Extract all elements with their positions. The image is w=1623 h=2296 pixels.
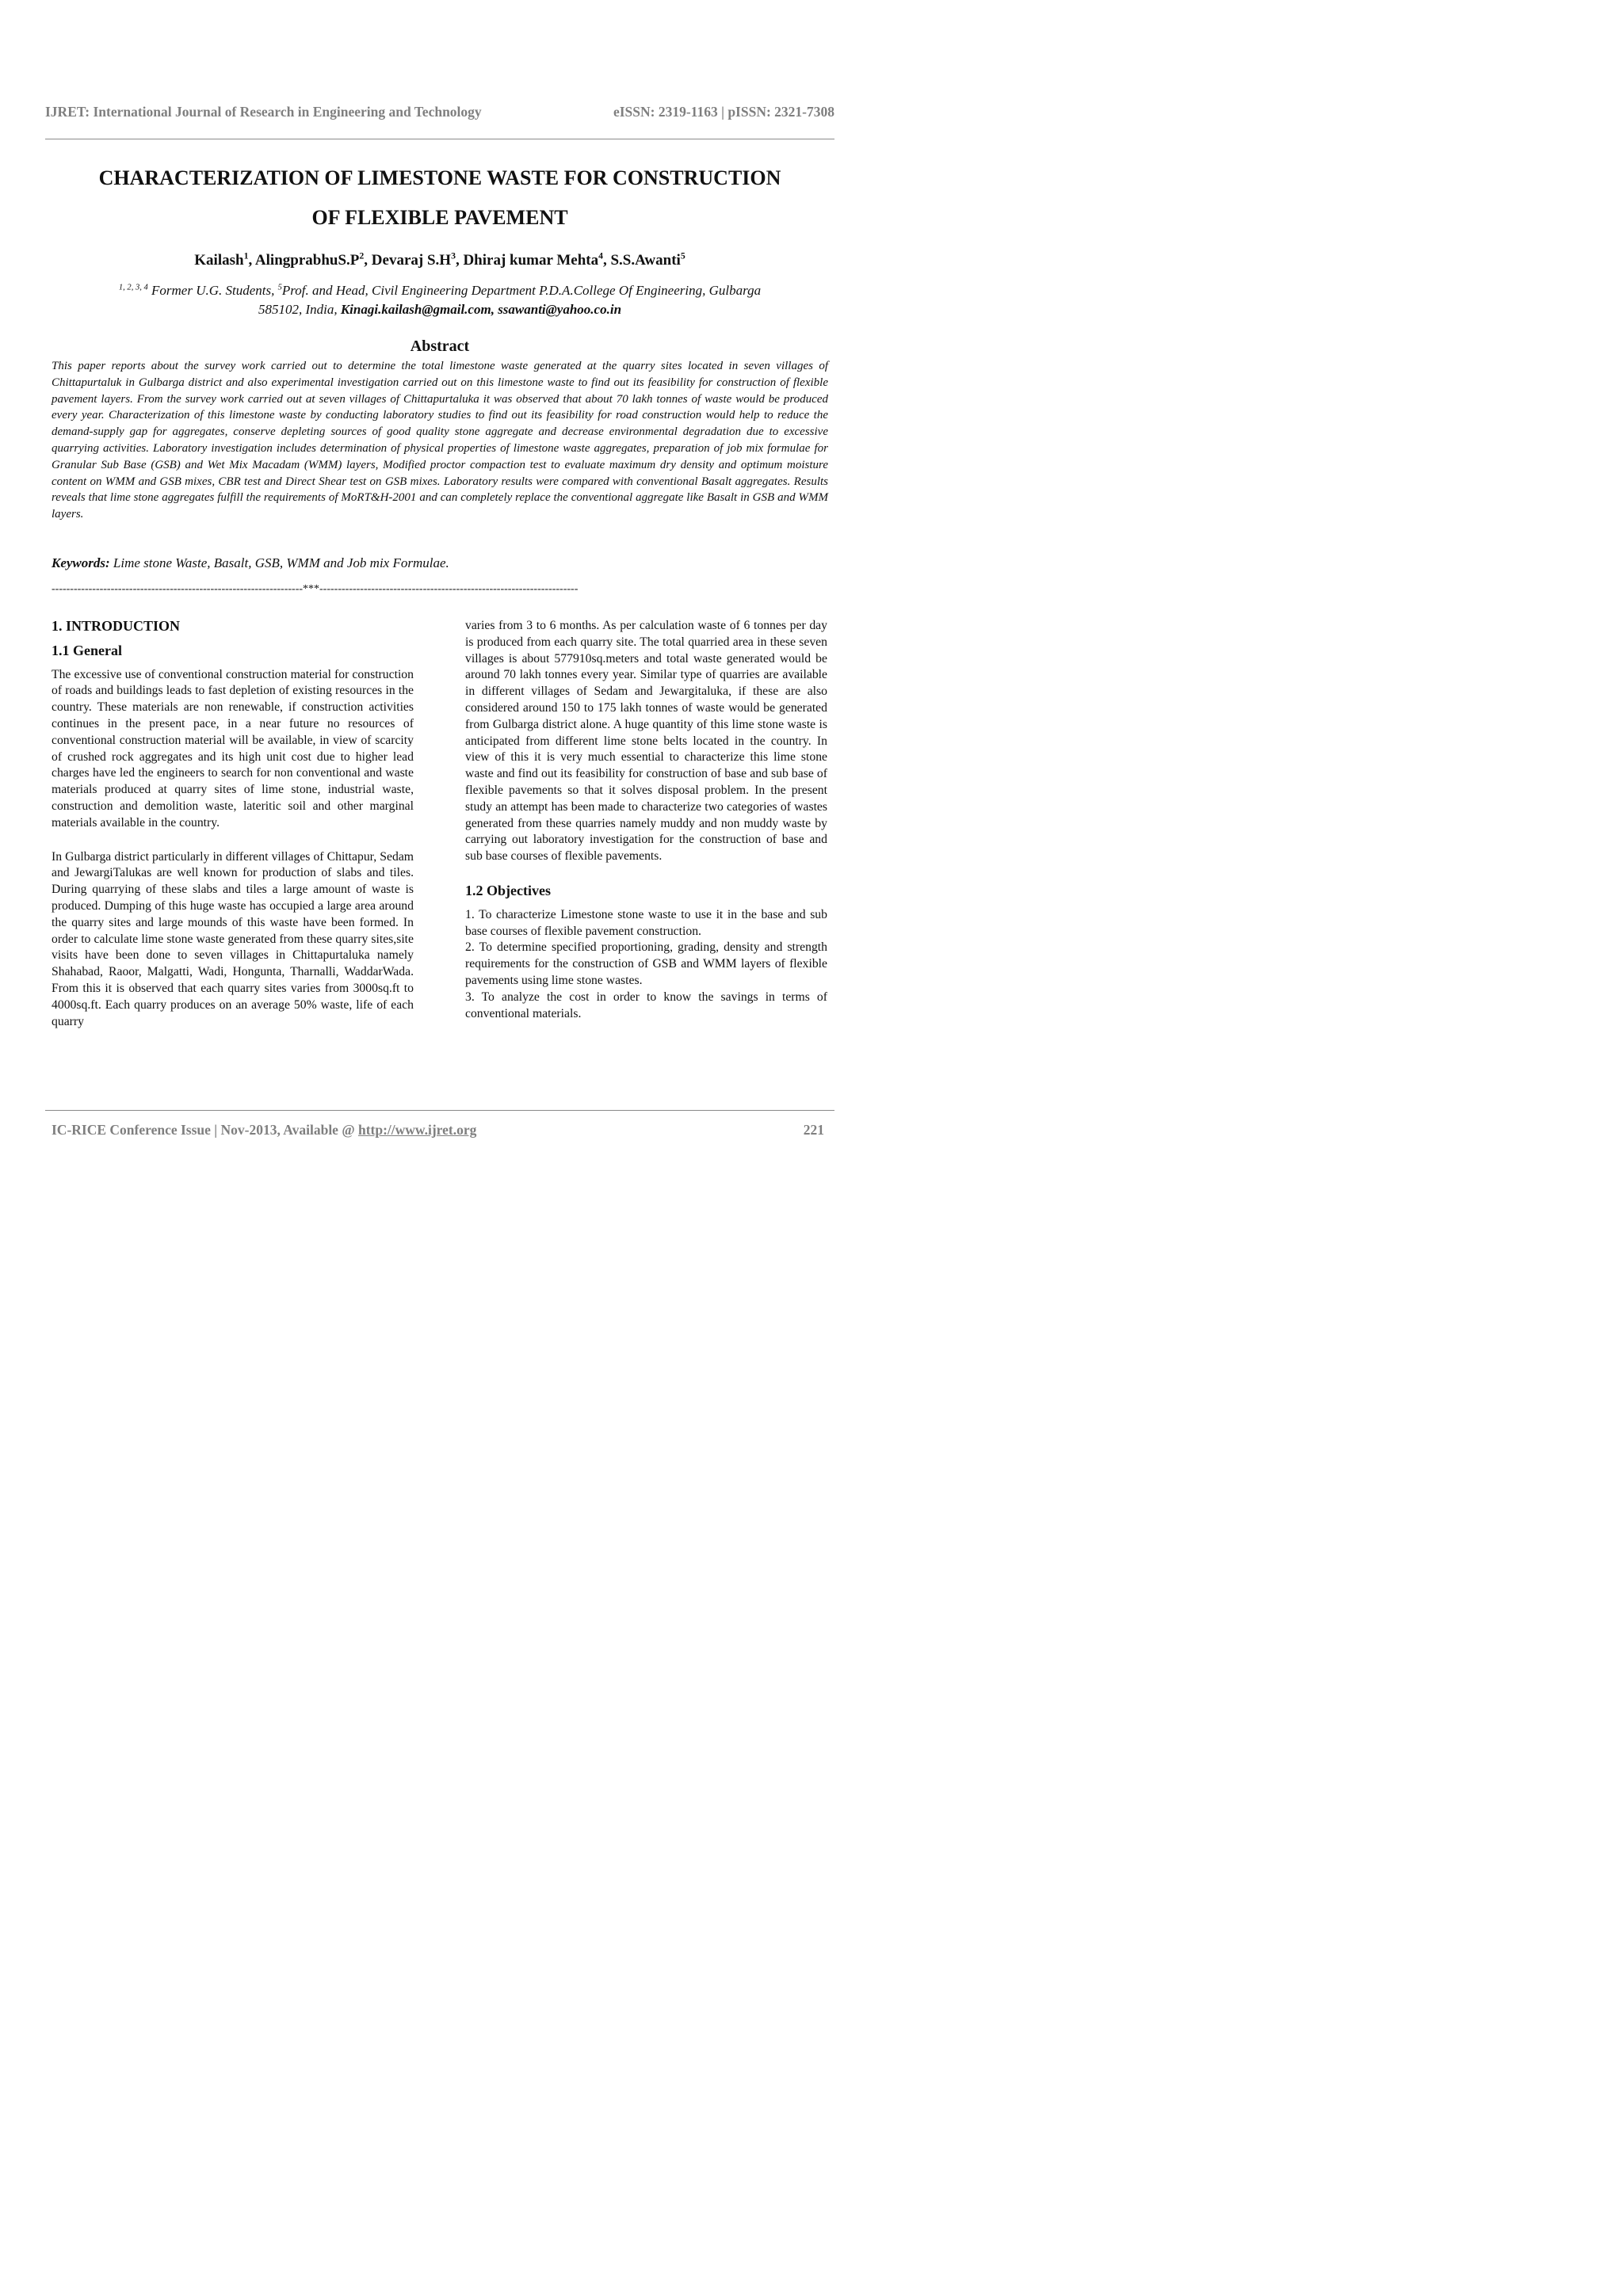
objective-item: 2. To determine specified proportioning, grading, density and strength requirements for the construction of GSB and WMM layers of flexible pavements using lime stone wastes. [465, 940, 827, 987]
running-header [45, 104, 834, 120]
journal-website-link[interactable]: http://www.ijret.org [357, 1122, 477, 1138]
left-column [52, 618, 414, 1030]
author-sup: 2 [359, 250, 365, 261]
body-paragraph: The excessive use of conventional construction material for construction of roads and buildings leads to fast depletion of existing resources in the country. These materials are non renewable, if construction activities continues in the present pace, in a near future no resources of conventional construction material will be available, in view of scarcity of crushed rock aggregates and its high unit cost due to higher lead charges have led the engineers to search for non conventional and waste materials produced at quarry sites of lime stone, industrial waste, construction and demolition waste, lateritic soil and other marginal materials available in the country. [52, 667, 414, 830]
subsection-heading: 1.1 General [52, 642, 122, 658]
author-name: Dhiraj kumar Mehta [463, 252, 599, 269]
journal-name: IJRET: International Journal of Research in Engineering and Technology [45, 104, 482, 120]
body-paragraph: In Gulbarga district particularly in different villages of Chittapur, Sedam and JewargiTalukas are well known for production of slabs and tiles. During quarrying of these slabs and tiles a large amount of waste is produced. Dumping of this huge waste has occupied a large area around the quarry sites and large mounds of this waste have been formed. In order to calculate lime stone waste generated from these quarry sites,site visits have been done to seven villages in Chittapurtaluka namely Shahabad, Raoor, Malgatti, Wadi, Hongunta, Tharnalli, WaddarWada. From this it is observed that each quarry sites varies from 3000sq.ft to 4000sq.ft. Each quarry produces on an average 50% waste, life of each quarry [52, 849, 414, 1028]
keywords-text: Lime stone Waste, Basalt, GSB, WMM and Job mix Formulae. [109, 555, 449, 570]
author-name: AlingprabhuS.P [254, 252, 360, 269]
author-sup: 4 [598, 250, 603, 261]
objective-item: 1. To characterize Limestone stone waste to use it in the base and sub base courses of flexible pavement construction. [465, 907, 827, 938]
affiliation [45, 281, 834, 319]
author-name: S.S.Awanti [610, 252, 681, 269]
paper-title [45, 158, 834, 238]
footer-info [52, 1122, 476, 1138]
abstract-text: This paper reports about the survey work carried out to determine the total limestone waste generated at the quarry sites located in seven villages of Chittapurtaluk in Gulbarga district and also experimental investigation carried out on this limestone waste to find out its feasibility for construction of flexible pavement layers. From the survey work carried out at seven villages of Chittapurtaluka it was observed that about 70 lakh tonnes of waste would be produced every year. Characterization of this limestone waste by conducting laboratory studies to find out its feasibility for road construction would help to reduce the demand-supply gap for aggregates, conserve depleting sources of good quality stone aggregate and decrease environmental degradation due to excessive quarrying activities. Laboratory investigation includes determination of physical properties of limestone waste aggregates, preparation of job mix formulae for Granular Sub Base (GSB) and Wet Mix Macadam (WMM) layers, Modified proctor compaction test to evaluate maximum dry density and optimum moisture content on WMM and GSB mixes, CBR test and Direct Shear test on GSB mixes. Laboratory results were compared with conventional Basalt aggregates. Results reveals that lime stone aggregates fulfill the requirements of MoRT&H-2001 and can completely replace the conventional aggregate like Basalt in GSB and WMM layers. [52, 360, 828, 521]
page-number: 221 [803, 1122, 824, 1138]
author-email-link[interactable]: Kinagi.kailash@gmail.com [340, 302, 491, 317]
title-line-2: OF FLEXIBLE PAVEMENT [311, 206, 568, 229]
footer-rule [45, 1110, 834, 1111]
author-list: Kailash$^1$, $AlingprabhuS.P^2$, Devaraj $S.H^3$, Dhiraj kumar Mehta$^4$, S.S.Awanti$^5$ [194, 250, 685, 269]
author-name: Devaraj S.H [371, 252, 452, 269]
author-sup: 1 [243, 250, 249, 261]
subsection-heading: 1.2 Objectives [465, 882, 551, 898]
footer-text: IC-RICE Conference Issue | Nov-2013, Available @ [52, 1122, 358, 1138]
affiliation-line-1 [45, 281, 834, 300]
affil-comma: , [491, 302, 498, 317]
abstract-heading: Abstract [410, 338, 470, 355]
author-sup: 5 [680, 250, 685, 261]
affil-sup: 5 [277, 283, 282, 292]
issn-info: eISSN: 2319-1163 | pISSN: 2321-7308 [613, 104, 834, 120]
section-separator: --------------------------------------------------------------------***---------------------------------------------------------------------- [52, 583, 579, 595]
keywords-label: Keywords: [52, 555, 110, 570]
right-column [465, 618, 827, 1022]
author-email-link[interactable]: ssawanti@yahoo.co.in [498, 302, 622, 317]
body-paragraph: varies from 3 to 6 months. As per calculation waste of 6 tonnes per day is produced from each quarry site. The total quarried area in these seven villages is about 577910sq.meters and total waste generated would be around 70 lakh tonnes every year. Similar type of quarries are available in different villages of Sedam and Jewargitaluka, if these are also considered around 150 to 175 lakh tonnes of waste would be generated from Gulbarga district alone. A huge quantity of this lime stone waste is anticipated from different lime stone belts located in the country. In view of this it is very much essential to characterize this lime stone waste and find out its feasibility for construction of base and sub base of flexible pavements so that it solves disposal problem. In the present study an attempt has been made to characterize two categories of wastes generated from these quarries namely muddy and non muddy waste by carrying out laboratory investigation for the construction of base and sub base courses of flexible pavements. [465, 619, 827, 864]
affil-sup: 1, 2, 3, 4 [118, 283, 148, 292]
objective-item: 3. To analyze the cost in order to know the savings in terms of conventional materials. [465, 990, 827, 1020]
affil-address: 585102, India, [258, 302, 341, 317]
affiliation-line-2 [45, 300, 834, 319]
affil-text: Former U.G. Students, [147, 283, 278, 298]
section-heading: 1. INTRODUCTION [52, 618, 181, 634]
author-name: Kailash [194, 252, 244, 269]
affil-text: Prof. and Head, Civil Engineering Department P.D.A.College Of Engineering, Gulbarga [281, 283, 762, 298]
page-footer [52, 1122, 824, 1138]
title-line-1: CHARACTERIZATION OF LIMESTONE WASTE FOR CONSTRUCTION [98, 166, 781, 189]
author-sup: 3 [451, 250, 456, 261]
keywords [52, 555, 828, 571]
